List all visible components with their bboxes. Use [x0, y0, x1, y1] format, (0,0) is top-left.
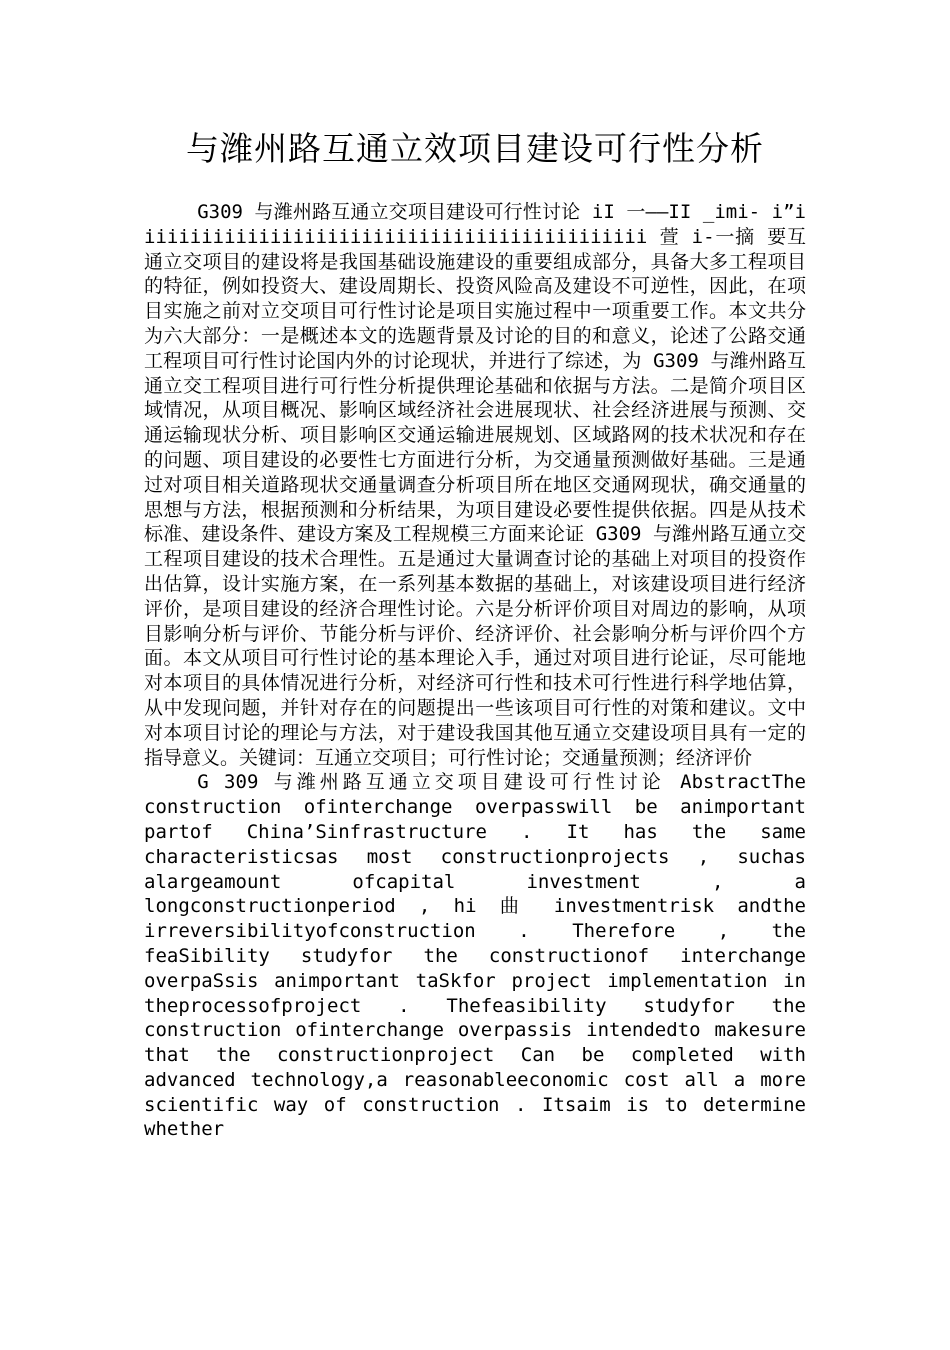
document-page	[144, 0, 806, 1350]
document-title: 与潍州路互通立效项目建设可行性分析	[186, 129, 764, 168]
abstract-chinese-paragraph: G309 与潍州路互通立交项目建设可行性讨论 iI 一——II _imi- i”iiiiiiiiiiiiiiiiiiiiiiiiiiiiiiiiiiiiiiiiiiiii 萱 i-一摘 要互通立交项目的建设将是我国基础设施建设的重要组成部分，具备大多工程项目的特征，例如投资大、建设周期长、投资风险高及建设不可逆性，因此，在项目实施之前对立交项目可行性讨论是项目实施过程中一项重要工作。本文共分为六大部分：一是概述本文的选题背景及讨论的目的和意义，论述了公路交通工程项目可行性讨论国内外的讨论现状，并进行了综述，为 G309 与潍州路互通立交工程项目进行可行性分析提供理论基础和依据与方法。二是简介项目区域情况，从项目概况、影响区域经济社会进展现状、社会经济进展与预测、交通运输现状分析、项目影响区交通运输进展规划、区域路网的技术状况和存在的问题、项目建设的必要性七方面进行分析，为交通量预测做好基础。三是通过对项目相关道路现状交通量调查分析项目所在地区交通网现状，确交通量的思想与方法，根据预测和分析结果，为项目建设必要性提供依据。四是从技术标准、建设条件、建设方案及工程规模三方面来论证 G309 与潍州路互通立交工程项目建设的技术合理性。五是通过大量调查讨论的基础上对项目的投资作出估算，设计实施方案，在一系列基本数据的基础上，对该建设项目进行经济评价，是项目建设的经济合理性讨论。六是分析评价项目对周边的影响，从项目影响分析与评价、节能分析与评价、经济评价、社会影响分析与评价四个方面。本文从项目可行性讨论的基本理论入手，通过对项目进行论证，尽可能地对本项目的具体情况进行分析，对经济可行性和技术可行性进行科学地估算，从中发现问题，并针对存在的问题提出一些该项目可行性的对策和建议。文中对本项目讨论的理论与方法，对于建设我国其他互通立交建设项目具有一定的指导意义。关键词：互通立交项目；可行性讨论；交通量预测；经济评价	[144, 201, 806, 769]
abstract-english-paragraph: G 309 与潍州路互通立交项目建设可行性讨论 AbstractThe construction ofinterchange overpasswill be animportant partof China’Sinfrastructure . It has the same characteristicsas most constructionprojects , suchas alargeamount ofcapital investment , a longconstructionperiod , hi 曲 investmentrisk andthe irreversibilityofconstruction . Therefore , the feaSibility studyfor the constructionof interchange overpaSsis animportant taSkfor project implementation in theprocessofproject . Thefeasibility studyfor the construction ofinterchange overpassis intendedto makesure that the constructionproject Can be completed with advanced technology,a reasonableeconomic cost all a more scientific way of construction . Itsaim is to determine whether	[144, 771, 806, 1141]
document-body	[144, 170, 806, 1350]
